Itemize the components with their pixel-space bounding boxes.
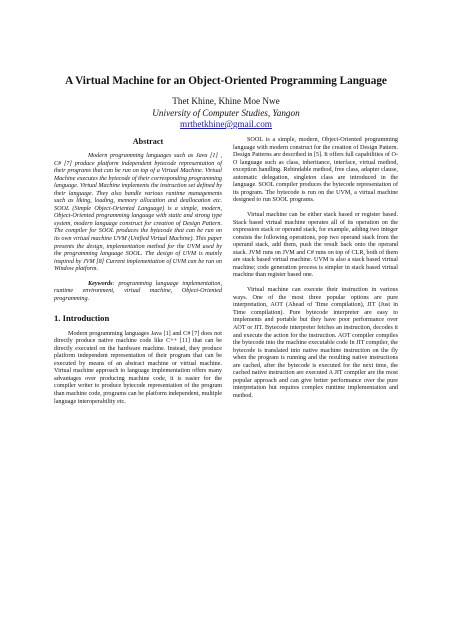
left-column	[54, 137, 222, 413]
author-block	[20, 96, 432, 131]
right-paragraph-1: SOOL is a simple, modern, Object-Oriented programming language with modern construct for the creation of Design Pattern. Design Patterns are described in [5]. It offers full capabilities of O-O language such as class, inheritance, interface, virtual method, exception handling. Rebindable method, free class, adapter clause, automatic delegation, singleton class are introduced in the language. SOOL compiler produces the bytecode representation of its program. The bytecode is run on the UVM, a virtual machine designed to run SOOL programs.	[233, 137, 398, 204]
right-column	[233, 137, 398, 408]
keywords-text: : programming language implementation, runtime environment, virtual machine, Object-Oriented programming.	[54, 280, 222, 303]
paper-title: A Virtual Machine for an Object-Oriented Programming Language	[65, 75, 387, 87]
affiliation: University of Computer Studies, Yangon	[152, 107, 300, 118]
email-link[interactable]: mrthetkhine@gmail.com	[180, 119, 272, 129]
section-heading-introduction: 1. Introduction	[54, 312, 110, 323]
keywords-paragraph	[54, 281, 222, 304]
right-paragraph-3: Virtual machine can execute their instruction in various ways. One of the most three popular options are pure interpretation, AOT (Ahead of Time compilation), JIT (Just in Time compilation). Pure bytecode interpreter are easy to implements and portable but they have poor performance over AOT or JIT. Bytecode interpreter fetches an instruction, decodes it and execute the action for the instruction. AOT compiler compiles the bytecode into the machine executable code In JIT compiler, the bytecode is translated into native machine instruction on the fly when the program is running and the resulting native instructions are cached, after the bytecode is executed for the next time, the cached native instruction are executed A JIT compiler are the most popular approach and can give better performance over the pure interpretation but requires complex runtime implementation and method.	[233, 287, 398, 399]
abstract-body	[54, 153, 222, 304]
abstract-text: Modern programming languages such as Java [1] , C# [7] produce platform independent bytecode representation of their programs that can be run on top of a Virtual Machine. Virtual Machine executes the bytecode of their corresponding programming language. Virtual Machine implements the instruction set defined by their language. They also handle various runtime managements such as liking, loading, memory allocation and deallocation etc. SOOL (Simple Object-Oriented Language) is a simple, modern, Object-Oriented programming language with static and strong type system, modern language construct for creation of Design Pattern. The compiler for SOOL produces the bytecode that can be run on its own virtual machine UVM (Unified Virtual Machine). This paper presents the design, implementation method for the UVM used by the programming language SOOL. The design of UVM is mainly inspired by JVM [8] Current implementation of UVM can be run on Window platform.	[54, 153, 222, 273]
abstract-heading: Abstract	[132, 137, 164, 146]
right-paragraph-2: Virtual machine can be either stack based or register based. Stack based virtual machine operates all of its operation on the expression stack or operand stack, for example, adding two integer consists the following operations, pop two operand stack from the operand stack, add them, push the result back onto the operand stack. JVM runs on JVM and C# runs on top of CLR, both of them are stack based virtual machine. UVM is also a stack based virtual machine; code generation process is simpler in stack based virtual machine than register based one.	[233, 212, 398, 279]
intro-paragraph: Modern programming languages Java [1] and C# [7] does not directly produce native machine code like C++ [11] that can be directly executed on the hardware machine. Instead, they produce platform independent representation of their program that can be executed by means of an abstract machine or virtual machine. Virtual machine approach to language implementation offers many advantages over producing machine code, it is easier for the compiler writer to produce bytecode representation of the program than machine code, programs can be platform independent, multiple language interoperability etc.	[54, 330, 222, 405]
keywords-label: Keywords	[88, 280, 113, 287]
author-names: Thet Khine, Khine Moe Nwe	[172, 96, 280, 106]
